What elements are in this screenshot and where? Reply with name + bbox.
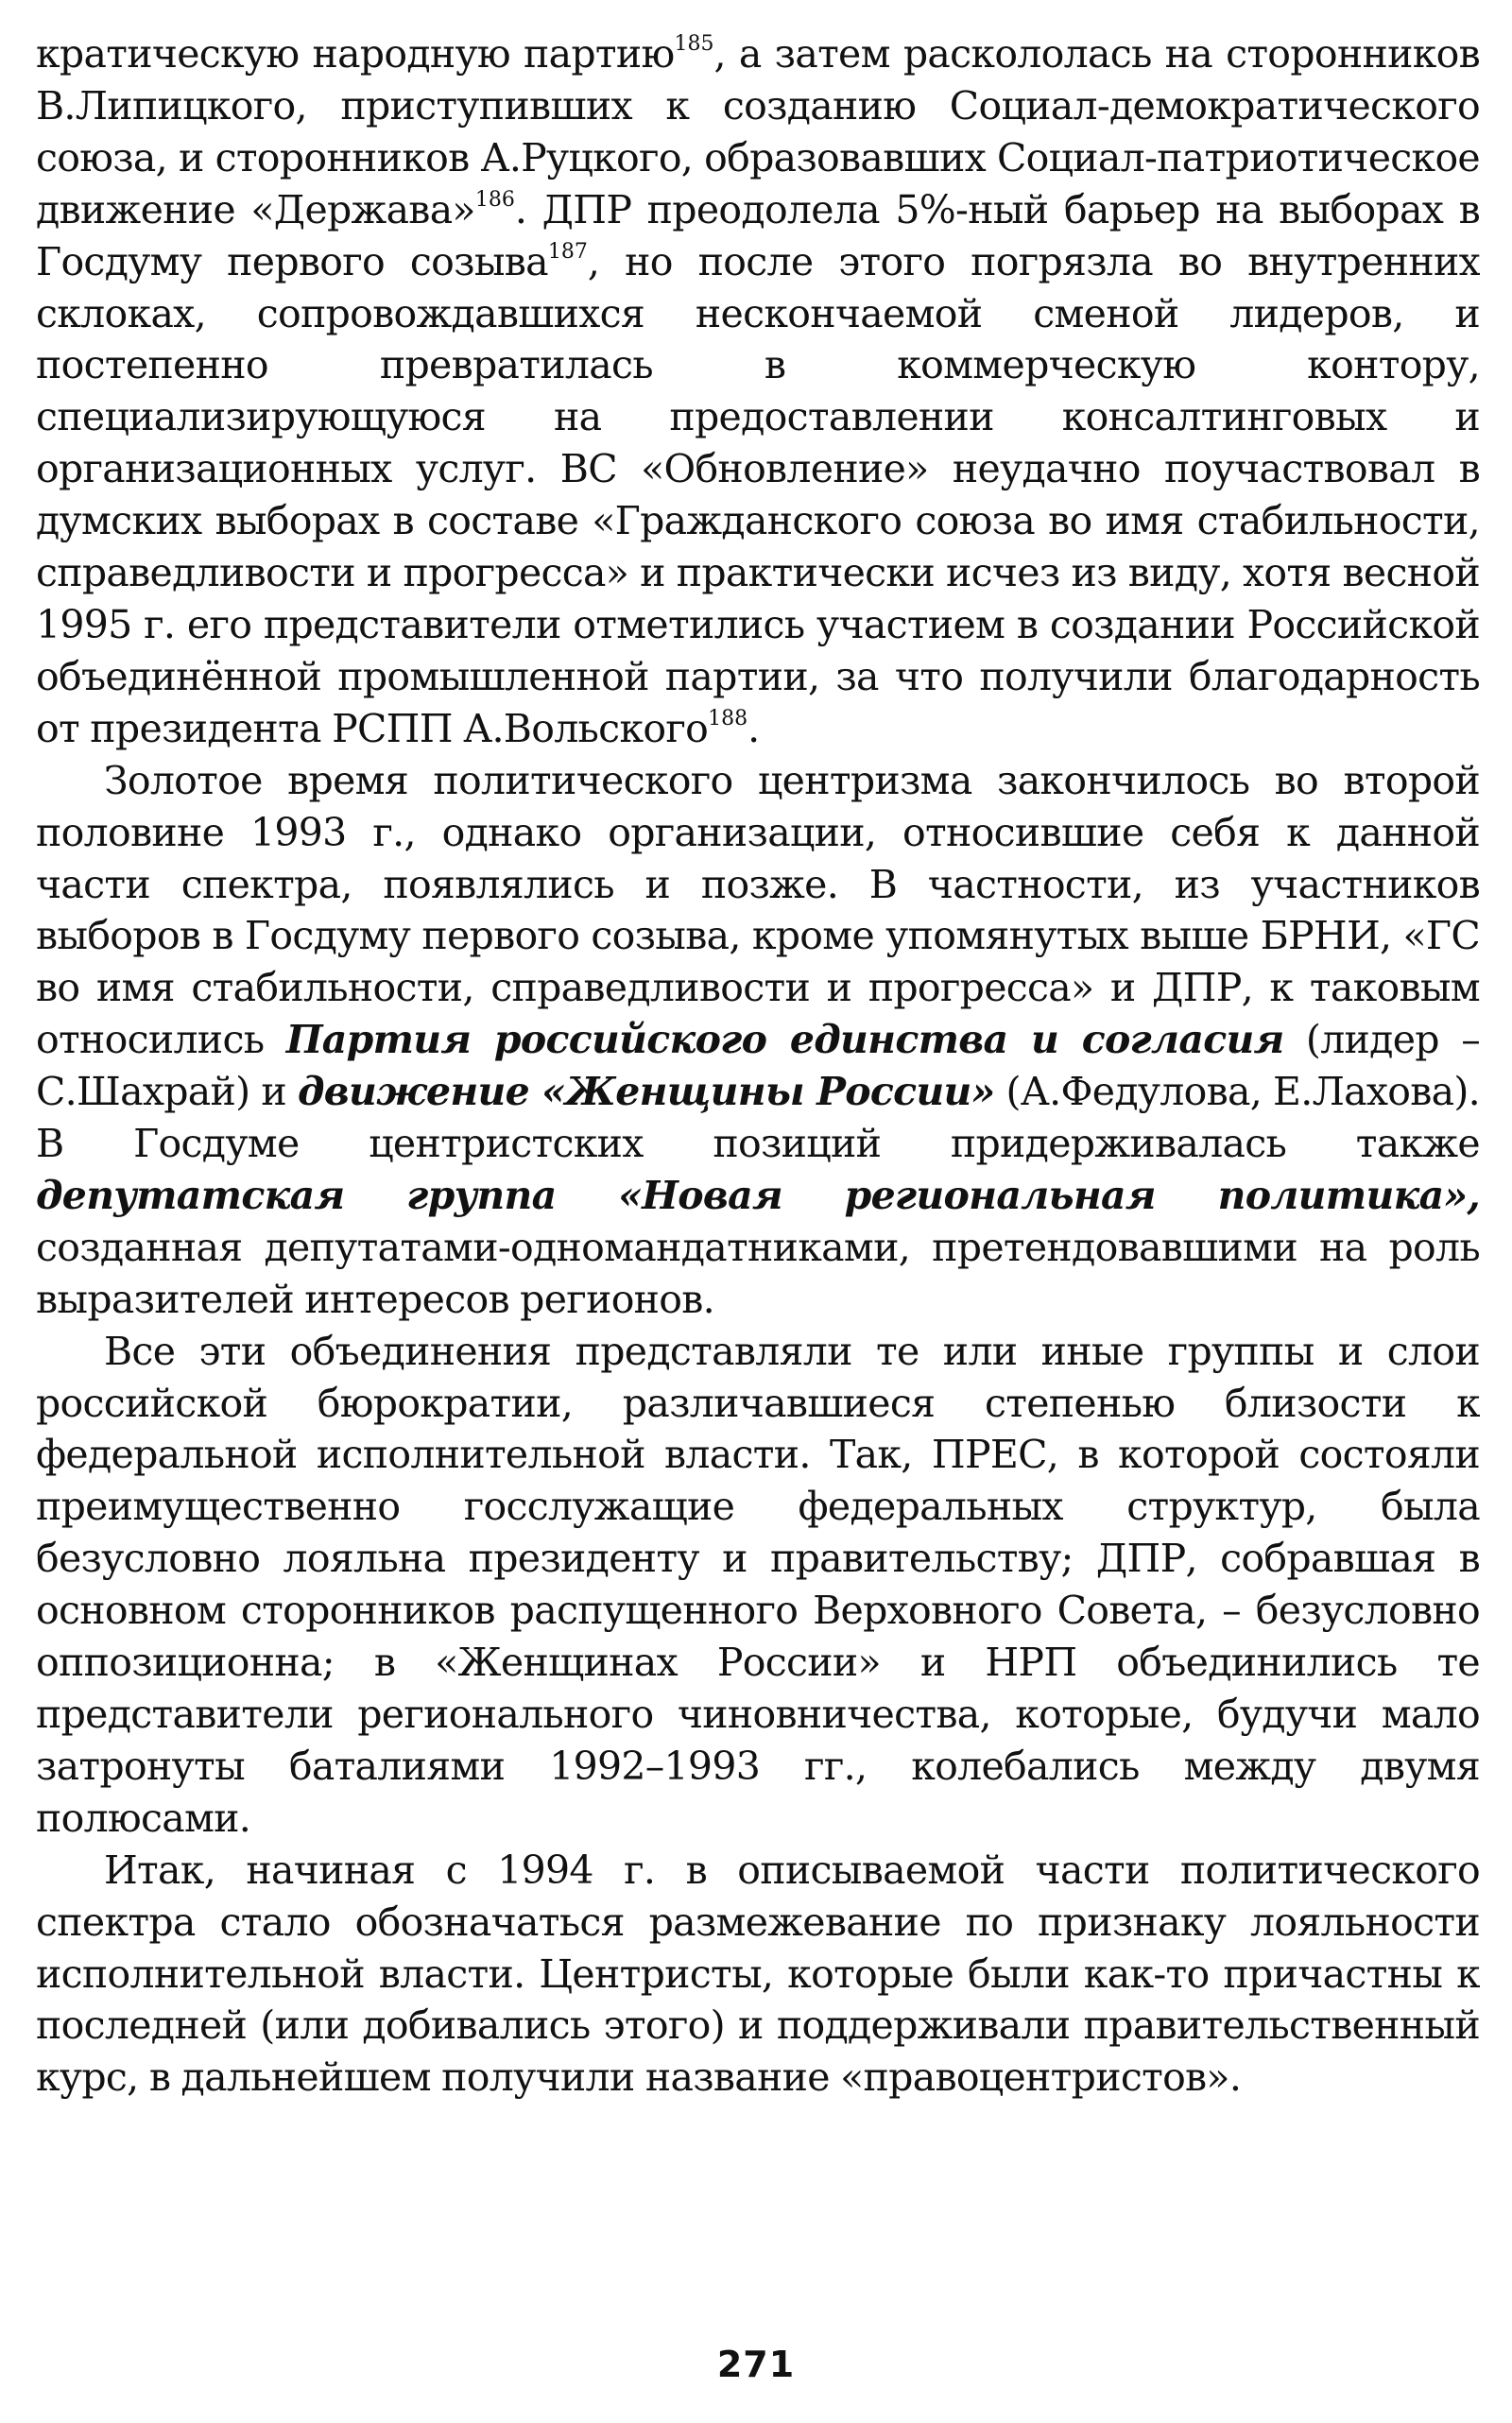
paragraph-2-text-2: (лидер – С.Шахрай) и — [36, 1017, 1480, 1115]
paragraph-2-text-4: созданная депутатами-одномандатниками, претендовавшими на роль выразителей интересов регионов. — [36, 1224, 1480, 1322]
emphasis-party-unity: Партия российского единства и согласия — [285, 1017, 1284, 1063]
page-text — [36, 28, 1480, 2334]
paragraph-2 — [36, 755, 1480, 1326]
paragraph-1 — [36, 28, 1480, 755]
paragraph-1-text-2: , а затем раскололась на сторонников В.Липицкого, приступивших к созданию Социал-демократического союза, и сторонников А.Руцкого, образовавших Социал-патриотическое движение «Держава» — [36, 31, 1480, 232]
paragraph-2-text-3: (А.Федулова, Е.Лахова). В Госдуме центристских позиций придерживалась также — [36, 1069, 1480, 1167]
paragraph-2-text-1: Золотое время политического центризма закончилось во второй половине 1993 г., однако организации, относившие себя к данной части спектра, появлялись и позже. В частности, из участников выборов в Госдуму первого созыва, кроме упомянутых выше БРНИ, «ГС во имя стабильности, справедливости и прогресса» и ДПР, к таковым относились — [36, 757, 1480, 1063]
paragraph-4: Итак, начиная с 1994 г. в описываемой части политического спектра стало обозначаться размежевание по признаку лояльности исполнительной власти. Центристы, которые были как-то причастны к последней (или добивались этого) и поддерживали правительственный курс, в дальнейшем получили название «правоцентристов». — [36, 1847, 1480, 2101]
paragraph-1-text-5: . — [747, 705, 760, 751]
page-number: 271 — [716, 2344, 796, 2385]
paragraph-3: Все эти объединения представляли те или иные группы и слои российской бюрократии, различавшиеся степенью близости к федеральной исполнительной власти. Так, ПРЕС, в которой состояли преимущественно госслужащие федеральных структур, была безусловно лояльна президенту и правительству; ДПР, собравшая в основном сторонников распущенного Верховного Совета, – безусловно оппозиционна; в «Женщинах России» и НРП объединились те представители регионального чиновничества, которые, будучи мало затронуты баталиями 1992–1993 гг., колебались между двумя полюсами. — [36, 1328, 1480, 1841]
emphasis-women-of-russia: движение «Женщины России» — [297, 1069, 995, 1115]
paragraph-1-text-1: кратическую народную партию — [36, 31, 675, 77]
footnote-ref-186: 186 — [474, 188, 515, 213]
paragraph-1-text-3: . ДПР преодолела 5%-ный барьер на выборах в Госдуму первого созыва — [36, 186, 1480, 284]
footnote-ref-185: 185 — [674, 32, 714, 57]
emphasis-new-regional-policy: депутатская группа «Новая региональная политика», — [36, 1172, 1480, 1218]
footnote-ref-187: 187 — [547, 239, 588, 264]
paragraph-1-text-4: , но после этого погрязла во внутренних склоках, сопровождавшихся нескончаемой сменой лидеров, и постепенно превратилась в коммерческую контору, специализирующуюся на предоставлении консалтинговых и организационных услуг. ВС «Обновление» неудачно поучаствовал в думских выборах в составе «Гражданского союза во имя стабильности, справедливости и прогресса» и практически исчез из виду, хотя весной 1995 г. его представители отметились участием в создании Российской объединённой промышленной партии, за что получили благодарность от президента РСПП А.Вольского — [36, 238, 1480, 751]
footnote-ref-188: 188 — [708, 707, 748, 731]
